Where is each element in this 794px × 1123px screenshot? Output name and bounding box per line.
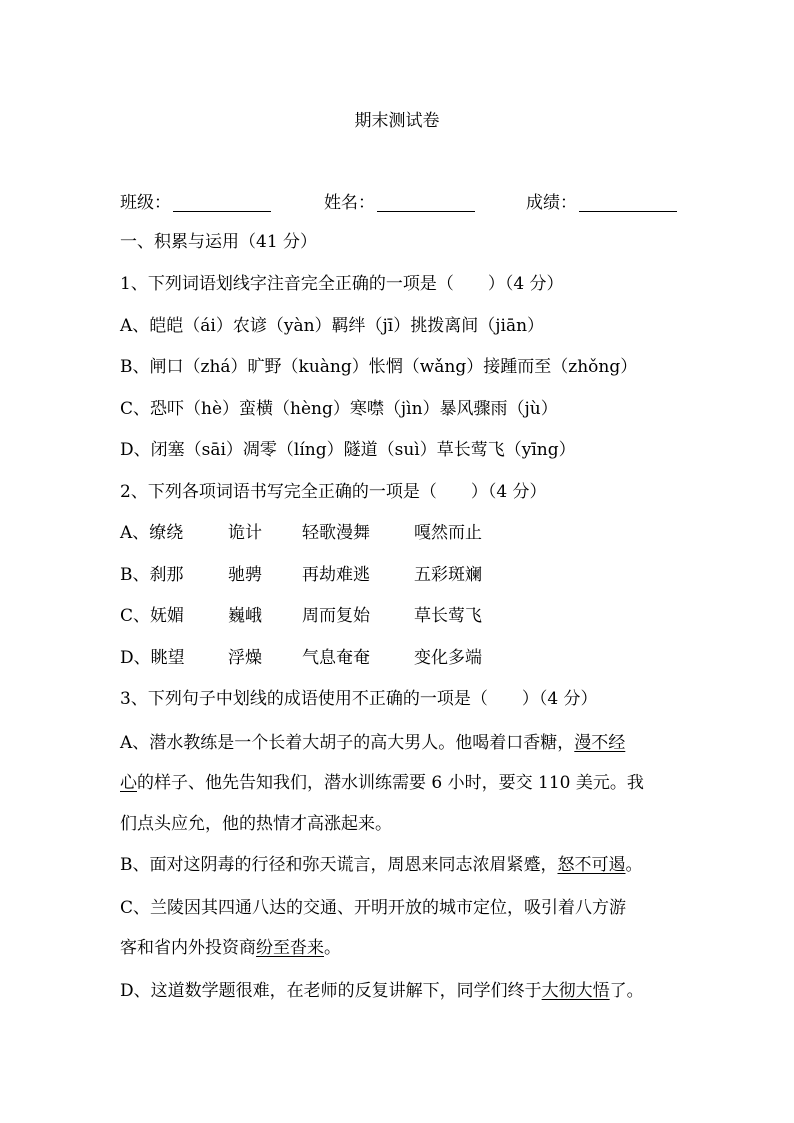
q3-d-end: 了。 xyxy=(609,981,644,1001)
q2-c-word-1: C、妩媚 xyxy=(120,606,185,626)
q3-option-a-line-3: 们点头应允，他的热情才高涨起来。 xyxy=(120,814,392,834)
score-label: 成绩： xyxy=(526,193,577,213)
q1-option-b: B、闸口（zhá）旷野（kuàng）怅惘（wǎng）接踵而至（zhǒng） xyxy=(120,357,638,377)
q2-d-word-2: 浮燥 xyxy=(228,648,262,668)
q2-b-word-4: 五彩斑斓 xyxy=(414,565,482,585)
page-title: 期末测试卷 xyxy=(354,111,440,131)
q3-stem: 3、下列句子中划线的成语使用不正确的一项是（ ）（4 分） xyxy=(120,689,598,709)
q3-a-text-2: 的样子、他先告知我们，潜水训练需要 6 小时，要交 110 美元。我 xyxy=(137,773,644,793)
class-field xyxy=(120,188,271,213)
q3-option-c-line-1: C、兰陵因其四通八达的交通、开明开放的城市定位，吸引着八方游 xyxy=(120,898,627,918)
q3-a-text-1: A、潜水教练是一个长着大胡子的高大男人。他喝着口香糖， xyxy=(120,733,575,753)
q3-option-a-line-1 xyxy=(120,731,680,755)
student-info-row xyxy=(120,188,680,214)
score-field xyxy=(526,188,677,213)
q1-option-d: D、闭塞（sāi）凋零（líng）隧道（suì）草长莺飞（yīng） xyxy=(120,440,576,460)
q3-c-end: 。 xyxy=(324,938,341,958)
q2-b-word-3: 再劫难逃 xyxy=(302,565,370,585)
q1-option-a: A、皑皑（ái）农谚（yàn）羁绊（jī）挑拨离间（jiān） xyxy=(120,316,545,336)
q3-c-text: 客和省内外投资商 xyxy=(120,938,256,958)
q2-stem: 2、下列各项词语书写完全正确的一项是（ ）（4 分） xyxy=(120,482,547,502)
q2-a-word-4: 嘎然而止 xyxy=(414,523,482,543)
name-field xyxy=(324,188,475,213)
q2-d-word-1: D、眺望 xyxy=(120,648,185,668)
q3-a-idiom-part-1: 漫不经 xyxy=(574,733,626,753)
name-label: 姓名： xyxy=(324,193,375,213)
q3-b-end: 。 xyxy=(625,855,643,875)
q3-option-d xyxy=(120,979,680,1003)
q2-c-word-3: 周而复始 xyxy=(302,606,370,626)
q3-option-a-line-2 xyxy=(120,771,680,795)
q3-d-idiom: 大彻大悟 xyxy=(541,981,610,1001)
q2-c-word-2: 巍峨 xyxy=(228,606,262,626)
q3-option-b xyxy=(120,853,680,877)
q3-b-idiom: 怒不可遏 xyxy=(557,855,626,875)
q1-option-c: C、恐吓（hè）蛮横（hèng）寒噤（jìn）暴风骤雨（jù） xyxy=(120,399,558,419)
q3-d-text: D、这道数学题很难，在老师的反复讲解下，同学们终于 xyxy=(120,981,542,1001)
section-heading: 一、积累与运用（41 分） xyxy=(120,232,318,252)
q2-a-word-3: 轻歌漫舞 xyxy=(302,523,370,543)
q2-b-word-2: 驰骋 xyxy=(228,565,262,585)
q2-d-word-4: 变化多端 xyxy=(414,648,482,668)
class-blank[interactable] xyxy=(173,193,271,212)
q3-c-idiom: 纷至沓来 xyxy=(256,938,324,958)
class-label: 班级： xyxy=(120,193,171,213)
q3-a-idiom-part-2: 心 xyxy=(120,773,137,793)
q2-b-word-1: B、刹那 xyxy=(120,565,184,585)
q2-d-word-3: 气息奄奄 xyxy=(302,648,370,668)
q3-option-c-line-2 xyxy=(120,936,680,960)
q1-stem: 1、下列词语划线字注音完全正确的一项是（ ）（4 分） xyxy=(120,274,564,294)
q2-a-word-1: A、缭绕 xyxy=(120,523,184,543)
q3-b-text: B、面对这阴毒的行径和弥天谎言，周恩来同志浓眉紧蹙， xyxy=(120,855,558,875)
name-blank[interactable] xyxy=(377,193,475,212)
q2-c-word-4: 草长莺飞 xyxy=(414,606,482,626)
q2-a-word-2: 诡计 xyxy=(228,523,262,543)
score-blank[interactable] xyxy=(579,193,677,212)
